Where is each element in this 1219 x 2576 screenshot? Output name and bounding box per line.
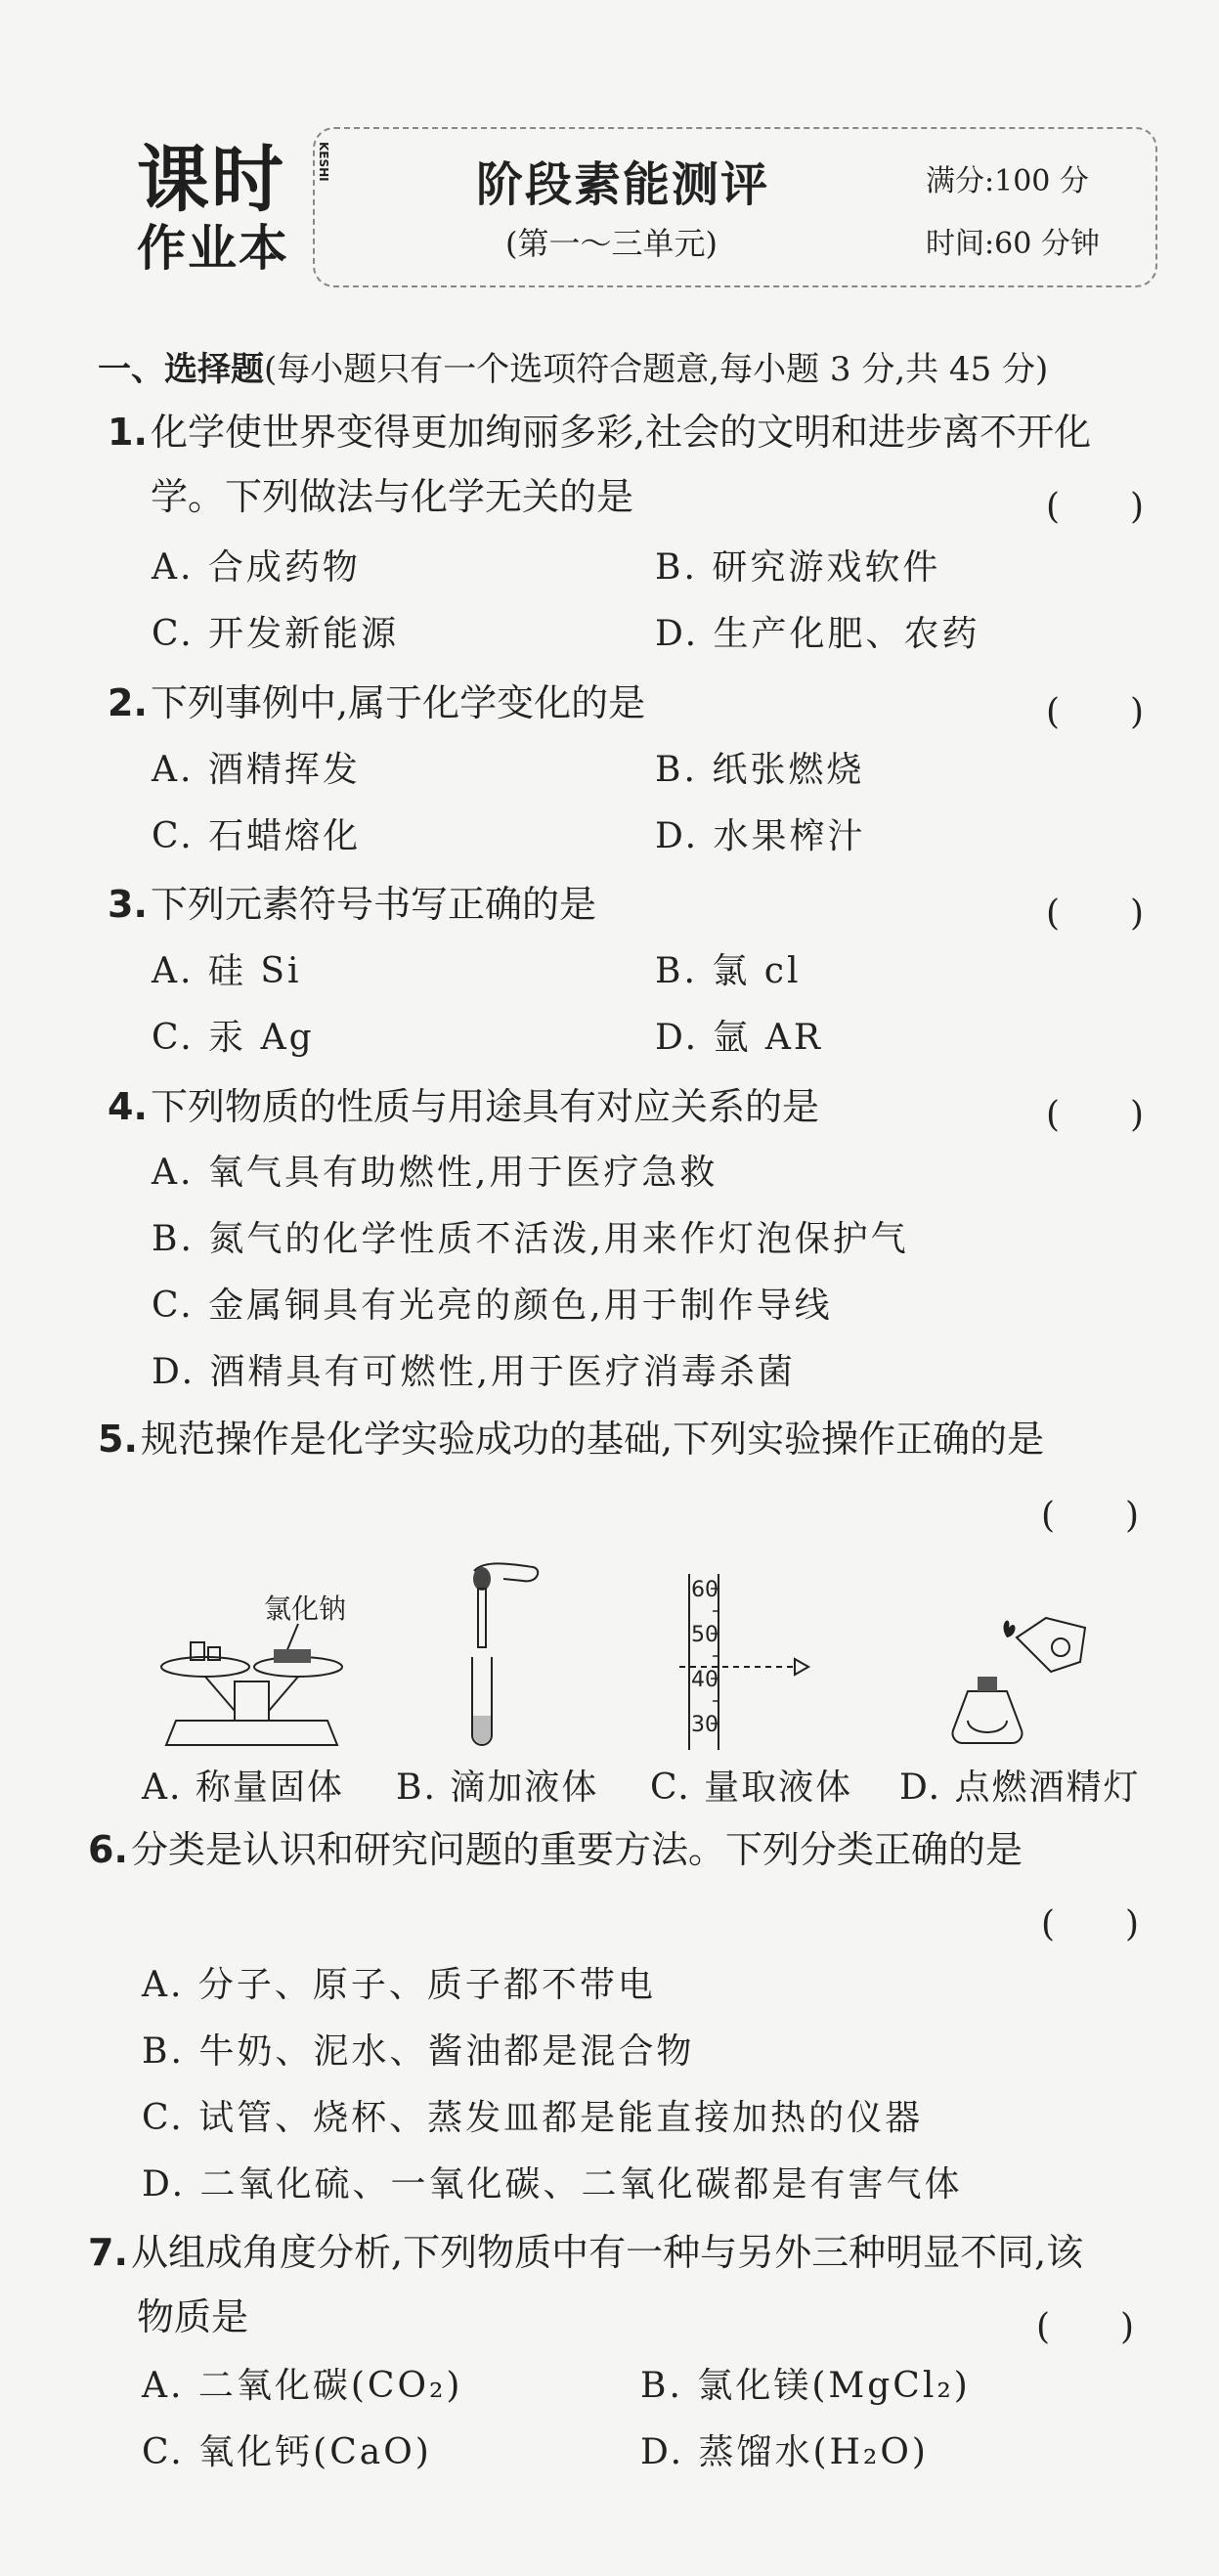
figure-label: 氯化钠 [264,1593,347,1625]
option[interactable]: B. 氯 cl [655,951,802,991]
full-score: 满分:100 分 [926,164,1089,198]
section-heading [98,342,1048,390]
option[interactable]: D. 生产化肥、农药 [655,614,980,654]
answer-blank[interactable]: ( ) [1046,894,1145,934]
answer-blank[interactable]: ( ) [1046,1095,1145,1135]
question-number: 4. [108,1085,148,1128]
option[interactable]: A. 合成药物 [152,547,361,588]
question-2 [108,681,645,724]
option[interactable]: C. 试管、烧杯、蒸发皿都是能直接加热的仪器 [142,2098,924,2138]
option[interactable]: C. 汞 Ag [152,1018,315,1058]
option[interactable]: A. 硅 Si [152,951,302,991]
sample-on-pan [274,1649,311,1663]
question-number: 7. [88,2231,128,2274]
option[interactable]: B. 氮气的化学性质不活泼,用来作灯泡保护气 [152,1219,909,1259]
time-limit: 时间:60 分钟 [926,227,1100,261]
scale-base [166,1721,337,1745]
page-subtitle: (第一～三单元) [505,225,718,262]
option[interactable]: D. 水果榨汁 [655,816,866,856]
figure-caption[interactable]: C. 量取液体 [650,1768,853,1808]
eye-icon [795,1659,808,1675]
logo-line1: 课时 [137,138,285,222]
question-text: 分类是认识和研究问题的重要方法。下列分类正确的是 [131,1828,1023,1871]
tick-label: 60 [691,1578,718,1602]
answer-blank[interactable]: ( ) [1046,487,1145,527]
option[interactable]: D. 二氧化硫、一氧化碳、二氧化碳都是有害气体 [142,2164,963,2205]
option[interactable]: B. 氯化镁(MgCl₂) [640,2366,971,2406]
option[interactable]: A. 分子、原子、质子都不带电 [142,1965,656,2005]
option[interactable]: C. 石蜡熔化 [152,816,362,856]
tick-label: 30 [691,1713,718,1737]
header-box [313,127,1157,287]
option[interactable]: B. 研究游戏软件 [655,547,941,588]
question-7-line2: 物质是 [137,2295,249,2338]
balance-scale-figure [152,1589,357,1750]
answer-blank[interactable]: ( ) [1036,2307,1135,2347]
logo-small-text: KESHI [317,142,330,182]
lamp-cap-icon [978,1677,997,1691]
tick-label: 50 [691,1623,718,1647]
scale-ticks [711,1589,718,1724]
graduated-cylinder-figure [670,1569,826,1755]
logo-line2: 作业本 [137,220,289,277]
question-text: 下列物质的性质与用途具有对应关系的是 [151,1085,820,1128]
answer-blank[interactable]: ( ) [1041,1496,1140,1536]
tilted-lamp-icon [1017,1618,1085,1672]
figure-caption[interactable]: B. 滴加液体 [396,1768,599,1808]
option[interactable]: C. 氧化钙(CaO) [142,2432,432,2472]
question-number: 5. [98,1418,138,1461]
question-3 [108,883,596,926]
option[interactable]: C. 金属铜具有光亮的颜色,用于制作导线 [152,1286,833,1326]
question-text: 化学使世界变得更加绚丽多彩,社会的文明和进步离不开化 [151,411,1092,454]
answer-blank[interactable]: ( ) [1041,1904,1140,1944]
alcohol-lamp-figure [938,1608,1105,1750]
option[interactable]: A. 酒精挥发 [152,750,361,790]
answer-blank[interactable]: ( ) [1046,692,1145,732]
option[interactable]: A. 二氧化碳(CO₂) [142,2366,463,2406]
option[interactable]: C. 开发新能源 [152,614,400,654]
page-title: 阶段素能测评 [476,157,770,212]
section-note: (每小题只有一个选项符合题意,每小题 3 分,共 45 分) [264,350,1049,389]
section-label: 一、选择题 [98,350,264,389]
question-number: 6. [88,1828,128,1871]
scale-pillar [235,1681,269,1721]
question-number: 1. [108,411,148,454]
question-text: 规范操作是化学实验成功的基础,下列实验操作正确的是 [141,1418,1045,1461]
liquid-curve [968,1721,1007,1732]
dropper-tube-icon [478,1589,486,1647]
question-7 [88,2231,1083,2274]
lamp-label-icon [1052,1638,1069,1656]
upright-lamp-icon [953,1691,1023,1743]
question-number: 3. [108,883,148,926]
question-number: 2. [108,681,148,724]
question-1 [108,411,1091,454]
liquid-level [473,1716,491,1744]
figure-caption[interactable]: D. 点燃酒精灯 [899,1768,1141,1808]
option[interactable]: B. 牛奶、泥水、酱油都是混合物 [142,2031,695,2072]
question-text: 下列事例中,属于化学变化的是 [151,681,646,724]
question-1-line2: 学。下列做法与化学无关的是 [151,475,634,518]
question-text: 下列元素符号书写正确的是 [151,883,597,926]
option[interactable]: A. 氧气具有助燃性,用于医疗急救 [152,1153,718,1193]
option[interactable]: D. 酒精具有可燃性,用于医疗消毒杀菌 [152,1352,796,1392]
dropper-test-tube-figure [445,1559,562,1755]
tick-label: 40 [691,1668,718,1692]
flame-icon [1004,1621,1016,1637]
question-6 [88,1828,1023,1871]
option[interactable]: D. 氩 AR [655,1018,824,1058]
question-5 [98,1418,1044,1461]
question-4 [108,1085,819,1128]
option[interactable]: B. 纸张燃烧 [655,750,865,790]
figure-caption[interactable]: A. 称量固体 [142,1768,344,1808]
option[interactable]: D. 蒸馏水(H₂O) [640,2432,929,2472]
dropper-bulb-icon [473,1567,491,1591]
question-text: 从组成角度分析,下列物质中有一种与另外三种明显不同,该 [131,2231,1084,2274]
